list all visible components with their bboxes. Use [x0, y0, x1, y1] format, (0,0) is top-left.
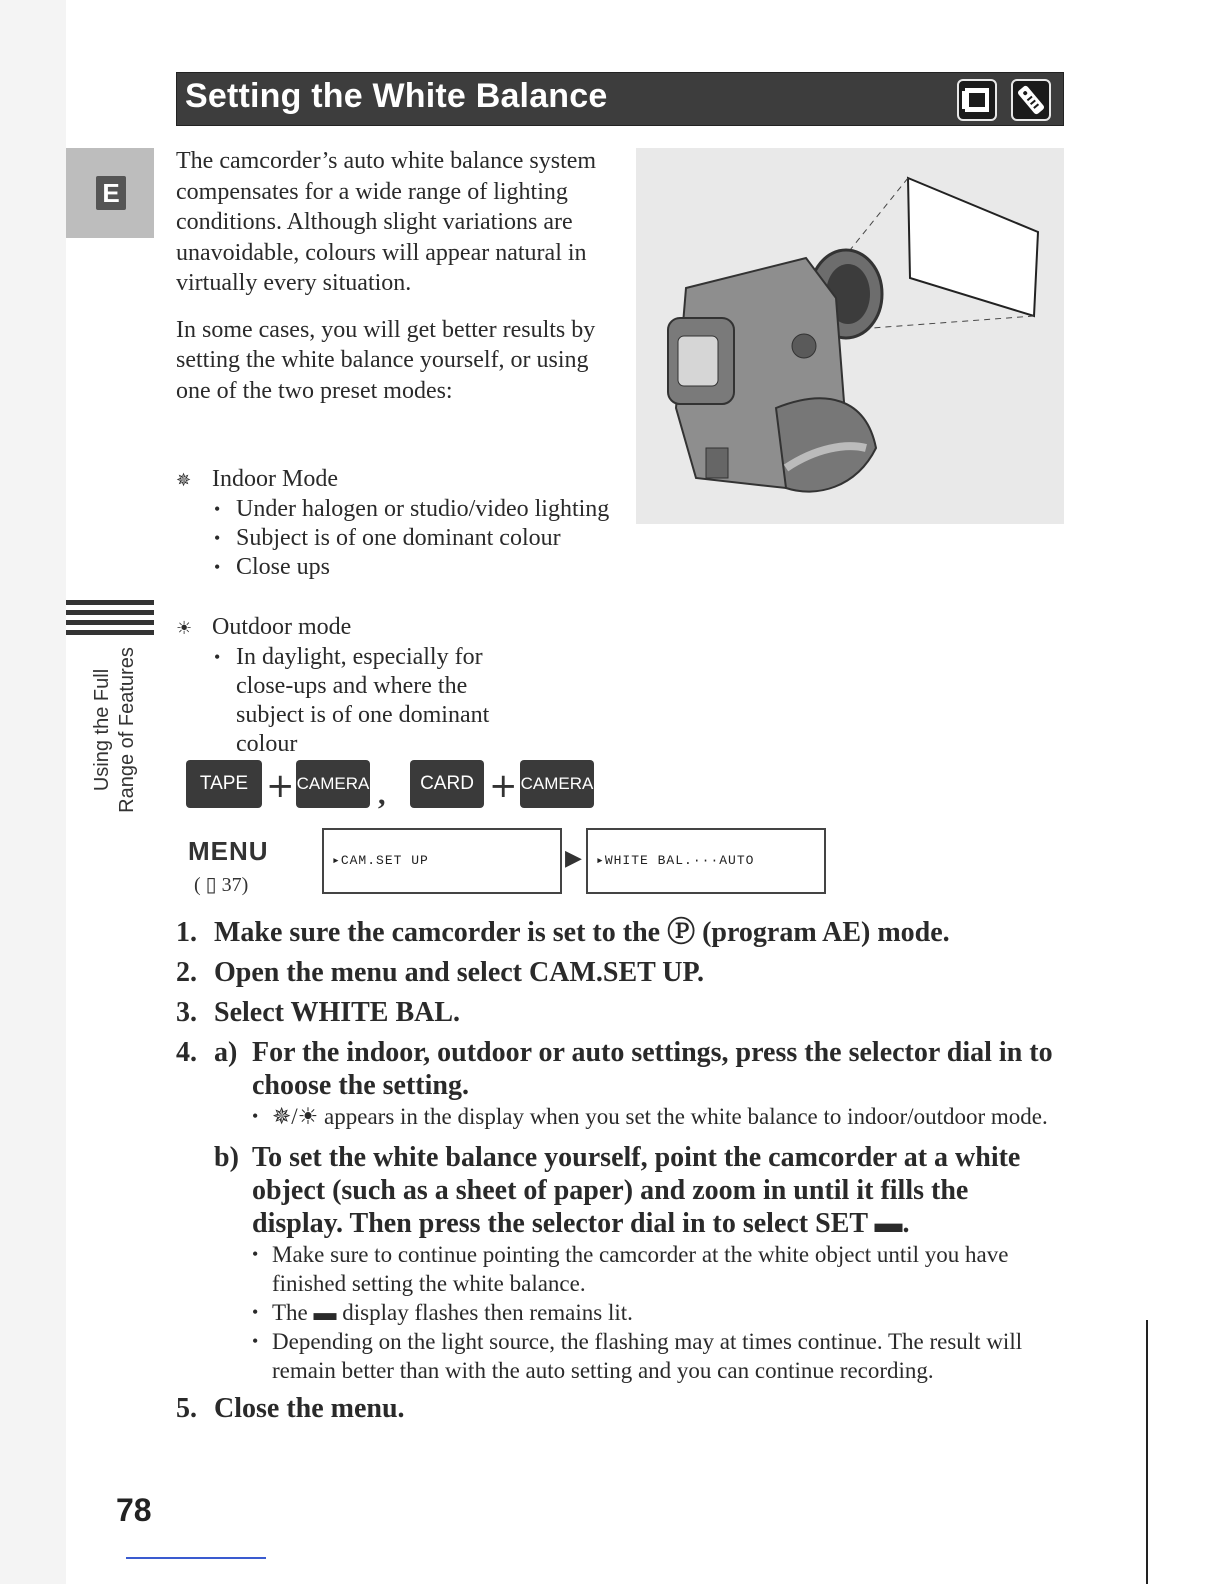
page-margin — [0, 0, 66, 1584]
page-title: Setting the White Balance — [185, 77, 608, 115]
outdoor-mode-title: Outdoor mode — [212, 614, 352, 640]
steps — [176, 916, 1066, 1432]
page-number: 78 — [116, 1492, 152, 1528]
camera-button: CAMERA — [520, 760, 594, 808]
menu-cam-set-up: ▸CAM.SET UP — [322, 828, 562, 894]
title-bar — [176, 72, 1064, 126]
section-label — [60, 647, 170, 820]
step-note: • The ▬ display flashes then remains lit. — [252, 1298, 1066, 1327]
menu-page-ref: ( ▯ 37) — [194, 874, 249, 896]
step-1: 1. Make sure the camcorder is set to the Ⓟ (program AE) mode. — [176, 917, 950, 948]
plus-sign: + — [489, 766, 518, 806]
step-2: 2. Open the menu and select CAM.SET UP. — [176, 957, 705, 988]
list-item: • Under halogen or studio/video lighting — [236, 495, 616, 524]
step-4: 4. a) For the indoor, outdoor or auto settings, press the selector dial in to choose the setting. • ✵/☀ appears in the display when you set the white balance to indoor/outdoor mode. b) To set the white balance yourself, point the camcorder at a white object (such as a sheet of paper) and zoom in until it fills the display. Then press the selector dial in to select SET ▬. • Make sure to continue pointing the camcorder at the white object until you have finished setting the white balance. • The ▬ display flashes then remains lit. • Depending on the light source, the flashing may at times continue. The result will remain better than with the auto setting and you can continue recording. — [176, 1036, 1066, 1385]
step-note: • ✵/☀ appears in the display when you set the white balance to indoor/outdoor mode. — [252, 1102, 1066, 1131]
camcorder-illustration — [636, 148, 1064, 524]
language-tab — [66, 148, 154, 238]
tape-button: TAPE — [186, 760, 262, 808]
plus-sign: + — [266, 766, 295, 806]
intro-paragraph-2: In some cases, you will get better results by setting the white balance yourself, or using one of the two preset modes: — [176, 316, 596, 404]
outdoor-mode — [176, 613, 616, 759]
camera-button: CAMERA — [296, 760, 370, 808]
step-4b: b) To set the white balance yourself, point the camcorder at a white object (such as a sheet of paper) and zoom in until it fills the display. Then press the selector dial in to select SET ▬. • Make sure to continue pointing the camcorder at the white object until you have finished setting the white balance. • The ▬ display flashes then remains lit. • Depending on the light source, the flashing may at times continue. The result will remain better than with the auto setting and you can continue recording. — [214, 1141, 1066, 1385]
step-5: 5. Close the menu. — [176, 1393, 405, 1424]
section-label-line1: Using the Full — [91, 668, 113, 792]
indoor-mode-title: Indoor Mode — [212, 466, 338, 492]
list-item: • In daylight, especially for close-ups and where the subject is of one dominant colour — [236, 643, 536, 759]
section-label-line2: Range of Features — [116, 647, 138, 813]
step-note: • Make sure to continue pointing the camcorder at the white object until you have finished setting the white balance. — [252, 1240, 1066, 1298]
menu-white-bal: ▸WHITE BAL.···AUTO — [586, 828, 826, 894]
outdoor-icon: ☀ — [176, 618, 193, 639]
list-item: • Close ups — [236, 553, 616, 582]
page-edge — [1146, 1320, 1148, 1584]
card-button: CARD — [410, 760, 484, 808]
intro-text — [176, 146, 616, 422]
indoor-icon: ✵ — [176, 470, 192, 491]
menu-arrow-icon: ▶ — [565, 846, 582, 871]
step-4a: a) For the indoor, outdoor or auto settings, press the selector dial in to choose the setting. • ✵/☀ appears in the display when you set the white balance to indoor/outdoor mode. — [214, 1036, 1066, 1131]
intro-paragraph-1: The camcorder’s auto white balance system compensates for a wide range of lighting conditions. Although slight variations are unavoidable, colours will appear natural in virtually every situation. — [176, 148, 597, 296]
section-lines — [66, 600, 154, 640]
footer-line — [126, 1557, 266, 1559]
tape-card-icon — [957, 79, 997, 121]
remote-icon — [1011, 79, 1051, 121]
list-item: • Subject is of one dominant colour — [236, 524, 616, 553]
step-note: • Depending on the light source, the flashing may at times continue. The result will remain better than with the auto setting and you can continue recording. — [252, 1327, 1066, 1385]
menu-label: MENU — [188, 836, 269, 866]
step-3: 3. Select WHITE BAL. — [176, 997, 461, 1028]
language-tab-letter: E — [96, 176, 126, 210]
indoor-mode — [176, 465, 616, 582]
comma: , — [378, 778, 386, 811]
